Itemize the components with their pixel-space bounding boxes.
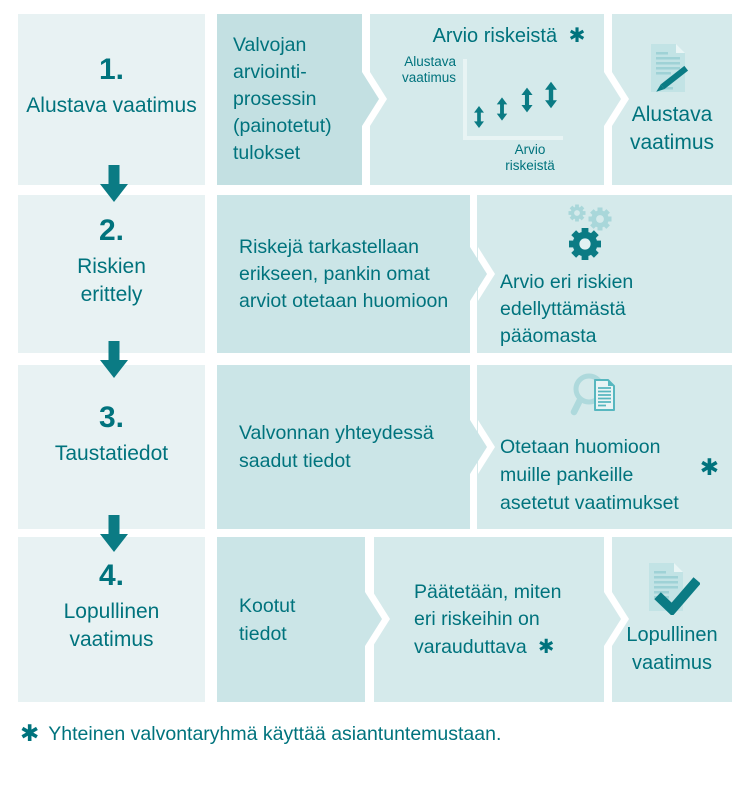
input-line: arviot otetaan huomioon	[239, 289, 449, 312]
updown-arrow-icon	[521, 88, 532, 113]
input-line: erikseen, pankin omat	[239, 262, 430, 285]
down-arrow-icon	[99, 515, 129, 552]
step-2-input-block	[217, 195, 470, 353]
chart-title	[416, 22, 602, 49]
output-line: pääomasta	[500, 325, 597, 347]
step-1-block	[18, 14, 205, 185]
step-1-label: Alustava vaatimus	[26, 94, 197, 117]
step-4-block	[18, 537, 205, 702]
chart-updown-arrows	[456, 76, 570, 146]
step-2-block	[18, 195, 205, 353]
chevron-right-connector	[470, 247, 497, 301]
input-line: Valvojan	[233, 34, 307, 56]
footnote-text: Yhteinen valvontaryhmä käyttää asiantuntemustaan.	[48, 723, 502, 745]
step-3-output-block	[477, 365, 732, 529]
output-line: Otetaan huomioon	[500, 436, 661, 458]
step-1-number: 1.	[98, 53, 125, 86]
gears-icon	[558, 201, 618, 263]
step-4-number: 4.	[98, 559, 125, 592]
input-line: prosessin	[233, 88, 317, 110]
input-line: tiedot	[239, 622, 287, 645]
decision-line: varauduttava ✱	[414, 634, 555, 658]
updown-arrow-icon	[545, 82, 557, 108]
step-3-number: 3.	[98, 400, 125, 434]
footnote-marker: ✱	[538, 634, 555, 658]
document-pencil-icon	[644, 43, 700, 93]
output-line: Lopullinen	[626, 623, 718, 646]
document-check-icon	[644, 563, 700, 615]
output-line: muille pankeille	[500, 464, 634, 486]
chart-title-text: Arvio riskeistä	[432, 25, 558, 47]
output-line: edellyttämästä	[500, 298, 626, 320]
chevron-right-connector	[365, 592, 392, 646]
input-line: Riskejä tarkastellaan	[239, 235, 419, 258]
decision-line: eri riskeihin on	[414, 607, 540, 630]
magnifier-document-icon	[570, 370, 630, 426]
output-line: Arvio eri riskien	[500, 271, 634, 293]
risk-assessment-chart-block	[370, 14, 604, 185]
updown-arrow-icon	[497, 97, 507, 120]
step-4-label: vaatimus	[69, 628, 154, 651]
output-line: Alustava	[631, 102, 713, 126]
decision-line: Päätetään, miten	[414, 580, 562, 603]
step-1-input-block	[217, 14, 362, 185]
output-line: vaatimus	[629, 130, 715, 154]
step-4-label: Lopullinen	[63, 600, 160, 623]
chart-y-axis-label: Alustava vaatimus	[401, 54, 456, 85]
input-line: Valvonnan yhteydessä	[239, 422, 434, 444]
step-2-output-block	[477, 195, 732, 353]
input-line: arviointi-	[233, 61, 307, 83]
output-text	[477, 269, 732, 350]
chart-x-axis-label: Arvio riskeistä	[505, 142, 555, 173]
output-text	[477, 433, 732, 517]
output-line: asetetut vaatimukset	[500, 492, 679, 514]
input-line: Kootut	[239, 594, 296, 617]
footnote	[20, 721, 501, 747]
step-3-label: Taustatiedot	[54, 441, 169, 465]
step-4-decision-block	[374, 537, 604, 702]
footnote-marker: ✱	[699, 455, 719, 481]
down-arrow-icon	[99, 341, 129, 378]
step-2-label: erittely	[80, 282, 143, 306]
step-4-input-block	[217, 537, 365, 702]
chevron-right-connector	[362, 72, 389, 126]
step-2-number: 2.	[98, 213, 125, 247]
step-3-input-block	[217, 365, 470, 529]
output-line: vaatimus	[631, 651, 713, 674]
chevron-right-connector	[604, 72, 631, 126]
chevron-right-connector	[604, 592, 631, 646]
step-2-label: Riskien	[77, 254, 146, 278]
step-3-block	[18, 365, 205, 529]
input-line: tulokset	[233, 142, 301, 164]
updown-arrow-icon	[474, 106, 484, 128]
footnote-marker: ✱	[20, 721, 40, 747]
chevron-right-connector	[470, 420, 497, 474]
down-arrow-icon	[99, 165, 129, 202]
footnote-marker: ✱	[568, 23, 586, 47]
input-line: (painotetut)	[233, 115, 332, 137]
input-line: saadut tiedot	[239, 450, 351, 472]
